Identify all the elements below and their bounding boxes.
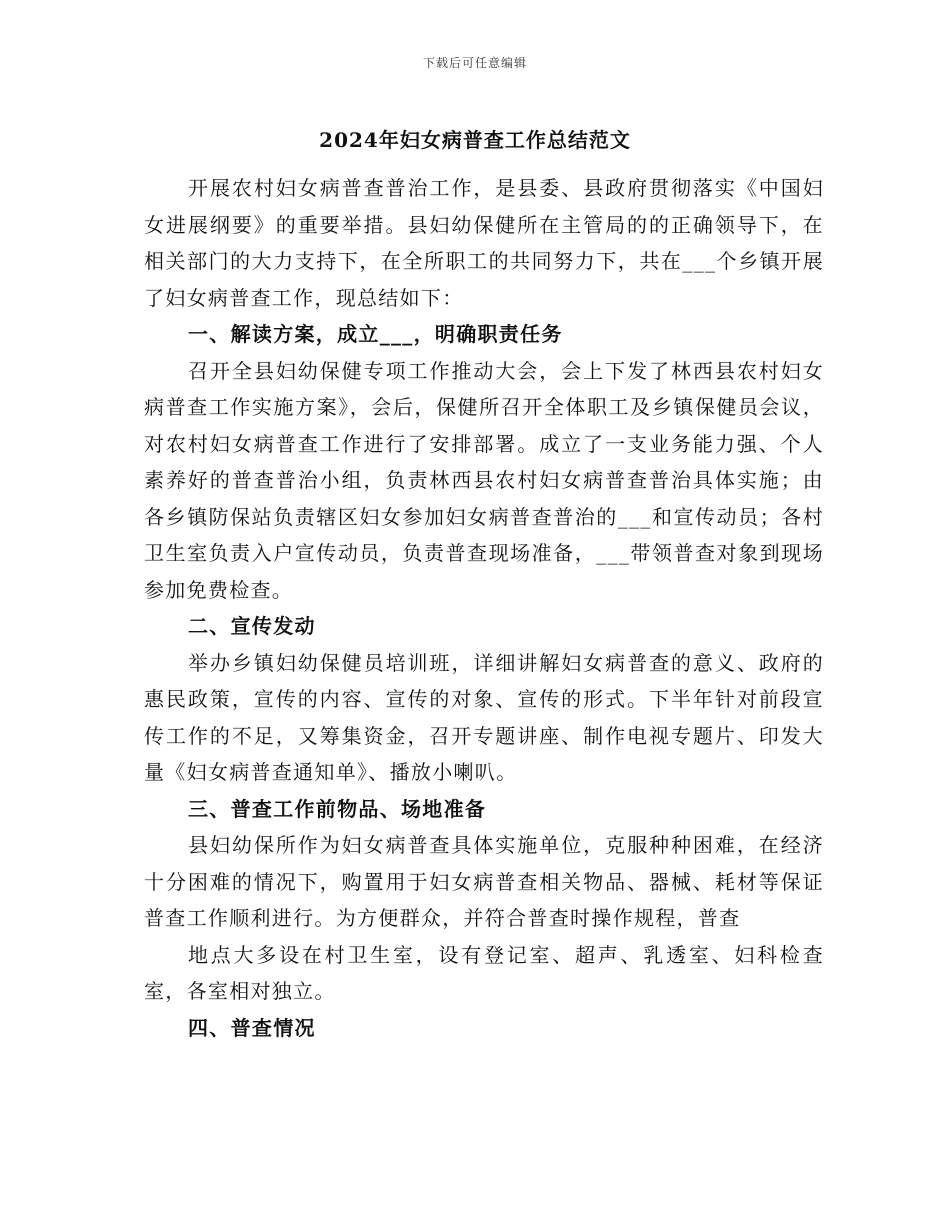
section-heading-1: 一、解读方案，成立___，明确职责任务 (188, 322, 563, 346)
page-header-note: 下载后可任意编辑 (422, 56, 527, 70)
section-heading-2: 二、宣传发动 (188, 614, 316, 638)
document-title: 2024年妇女病普查工作总结范文 (319, 128, 631, 152)
section-body-1: 召开全县妇幼保健专项工作推动大会，会上下发了林西县农村妇女病普查工作实施方案》，会后，保健所召开全体职工及乡镇保健员会议，对农村妇女病普查工作进行了安排部署。成立了一支业务能力强、个人素养好的普查普治小组，负责林西县农村妇女病普查普治具体实施；由各乡镇防保站负责辖区妇女参加妇女病普查普治的___和宣传动员；各村卫生室负责入户宣传动员，负责普查现场准备，___带领普查对象到现场参加免费检查。 (144, 358, 824, 602)
section-body-3: 县妇幼保所作为妇女病普查具体实施单位，克服种种困难，在经济十分困难的情况下，购置用于妇女病普查相关物品、器械、耗材等保证普查工作顺利进行。为方便群众，并符合普查时操作规程，普查 (144, 833, 824, 930)
intro-paragraph: 开展农村妇女病普查普治工作，是县委、县政府贯彻落实《中国妇女进展纲要》的重要举措。县妇幼保健所在主管局的的正确领导下，在相关部门的大力支持下，在全所职工的共同努力下，共在___个乡镇开展了妇女病普查工作，现总结如下： (144, 176, 824, 310)
section-heading-3: 三、普查工作前物品、场地准备 (188, 796, 487, 821)
document-body (144, 170, 824, 1046)
section-body-3-continued: 地点大多设在村卫生室，设有登记室、超声、乳透室、妇科检查室，各室相对独立。 (144, 942, 824, 1003)
section-heading-4: 四、普查情况 (188, 1015, 316, 1040)
section-body-2: 举办乡镇妇幼保健员培训班，详细讲解妇女病普查的意义、政府的惠民政策，宣传的内容、宣传的对象、宣传的形式。下半年针对前段宣传工作的不足，又筹集资金，召开专题讲座、制作电视专题片、印发大量《妇女病普查通知单》、播放小喇叭。 (144, 650, 824, 784)
